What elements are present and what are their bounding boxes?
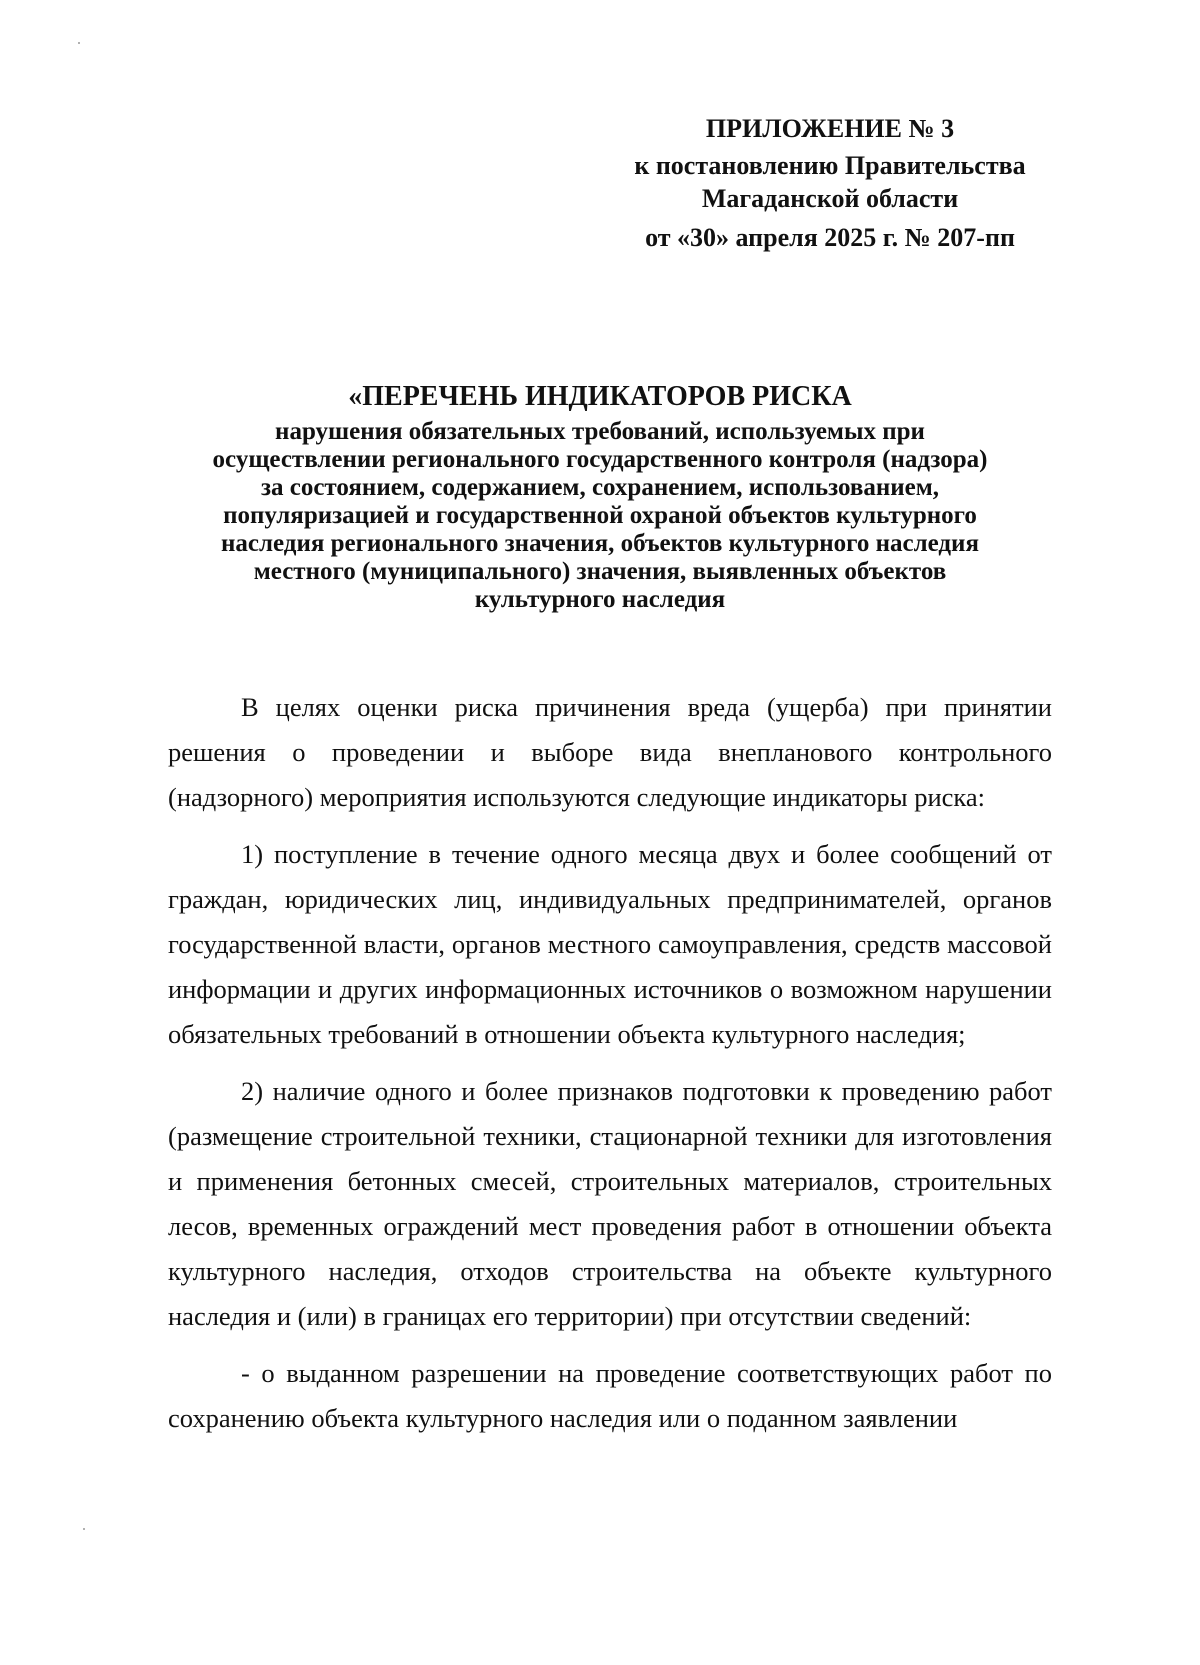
document-title-line: осуществлении регионального государственного контроля (надзора) bbox=[212, 446, 988, 473]
document-title-main: «ПЕРЕЧЕНЬ ИНДИКАТОРОВ РИСКА bbox=[348, 381, 852, 412]
scan-speck bbox=[83, 1528, 85, 1530]
annex-header bbox=[600, 112, 1060, 254]
document-title-line: нарушения обязательных требований, используемых при bbox=[275, 418, 925, 445]
document-title-line: местного (муниципального) значения, выявленных объектов bbox=[253, 558, 947, 585]
document-title-line: популяризацией и государственной охраной объектов культурного bbox=[223, 502, 977, 529]
annex-resolution-line: к постановлению Правительства bbox=[634, 151, 1026, 180]
document-title-line: наследия регионального значения, объектов культурного наследия bbox=[221, 530, 979, 557]
scan-speck bbox=[78, 42, 80, 44]
document-title bbox=[130, 380, 1070, 614]
annex-date: от «30» апреля 2025 г. № 207-пп bbox=[645, 223, 1015, 252]
document-title-line: культурного наследия bbox=[474, 586, 726, 613]
body-paragraph-subitem: - о выданном разрешении на проведение соответствующих работ по сохранению объекта культурного наследия или о поданном заявлении bbox=[168, 1358, 1052, 1433]
document-title-line: за состоянием, содержанием, сохранением, использованием, bbox=[260, 474, 940, 501]
body-paragraph-intro: В целях оценки риска причинения вреда (ущерба) при принятии решения о проведении и выборе вида внепланового контрольного (надзорного) мероприятия используются следующие индикаторы риска: bbox=[168, 692, 1052, 812]
document-body bbox=[168, 685, 1052, 1453]
annex-title: ПРИЛОЖЕНИЕ № 3 bbox=[705, 114, 955, 143]
annex-region-line: Магаданской области bbox=[701, 184, 959, 213]
body-paragraph-item-1: 1) поступление в течение одного месяца двух и более сообщений от граждан, юридических лиц, индивидуальных предпринимателей, органов государственной власти, органов местного самоуправления, средств массовой информации и других информационных источников о возможном нарушении обязательных требований в отношении объекта культурного наследия; bbox=[168, 839, 1052, 1049]
body-paragraph-item-2: 2) наличие одного и более признаков подготовки к проведению работ (размещение строительной техники, стационарной техники для изготовления и применения бетонных смесей, строительных материалов, строительных лесов, временных ограждений мест проведения работ в отношении объекта культурного наследия, отходов строительства на объекте культурного наследия и (или) в границах его территории) при отсутствии сведений: bbox=[168, 1076, 1052, 1331]
